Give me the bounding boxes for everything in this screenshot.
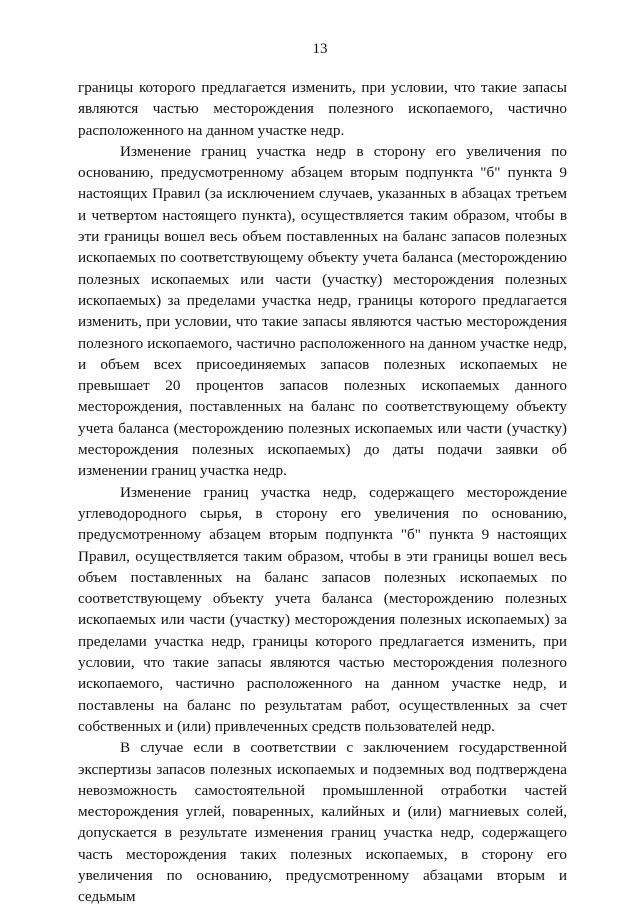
document-body bbox=[78, 77, 567, 908]
page-number: 13 bbox=[312, 41, 328, 57]
paragraph-expertise-case: В случае если в соответствии с заключением государственной экспертизы запасов полезных ископаемых и подземных вод подтверждена невозможность самостоятельной промышленной отработки частей месторождения углей, поваренных, калийных и (или) магниевых солей, допускается в результате изменения границ участка недр, содержащего часть месторождения таких полезных ископаемых, в сторону его увеличения по основанию, предусмотренному абзацами вторым и седьмым bbox=[78, 739, 567, 906]
paragraph-boundary-expansion: Изменение границ участка недр в сторону его увеличения по основанию, предусмотренному абзацем вторым подпункта "б" пункта 9 настоящих Правил (за исключением случаев, указанных в абзацах третьем и четвертом настоящего пункта), осуществляется таким образом, чтобы в эти границы вошел весь объем поставленных на баланс запасов полезных ископаемых по соответствующему объекту учета баланса (месторождению полезных ископаемых или части (участку) месторождения полезных ископаемых) за пределами участка недр, границы которого предлагается изменить, при условии, что такие запасы являются частью месторождения полезного ископаемого, частично расположенного на данном участке недр, и объем всех присоединяемых запасов полезных ископаемых не превышает 20 процентов запасов полезных ископаемых данного месторождения, поставленных на баланс по соответствующему объекту учета баланса (месторождению полезных ископаемых или части (участку) месторождения полезных ископаемых) до даты подачи заявки об изменении границ участка недр. bbox=[78, 142, 567, 480]
paragraph-continuation: границы которого предлагается изменить, при условии, что такие запасы являются частью месторождения полезного ископаемого, частично расположенного на данном участке недр. bbox=[78, 79, 567, 139]
paragraph-hydrocarbon-expansion: Изменение границ участка недр, содержащего месторождение углеводородного сырья, в сторону его увеличения по основанию, предусмотренному абзацем вторым подпункта "б" пункта 9 настоящих Правил, осуществляется таким образом, чтобы в эти границы вошел весь объем поставленных на баланс запасов полезных ископаемых по соответствующему объекту учета баланса (месторождению полезных ископаемых или части (участку) месторождения полезных ископаемых) за пределами участка недр, границы которого предлагается изменить, при условии, что такие запасы являются частью месторождения полезного ископаемого, частично расположенного на данном участке недр, и поставлены на баланс по результатам работ, осуществленных за счет собственных и (или) привлеченных средств пользователей недр. bbox=[78, 483, 567, 735]
